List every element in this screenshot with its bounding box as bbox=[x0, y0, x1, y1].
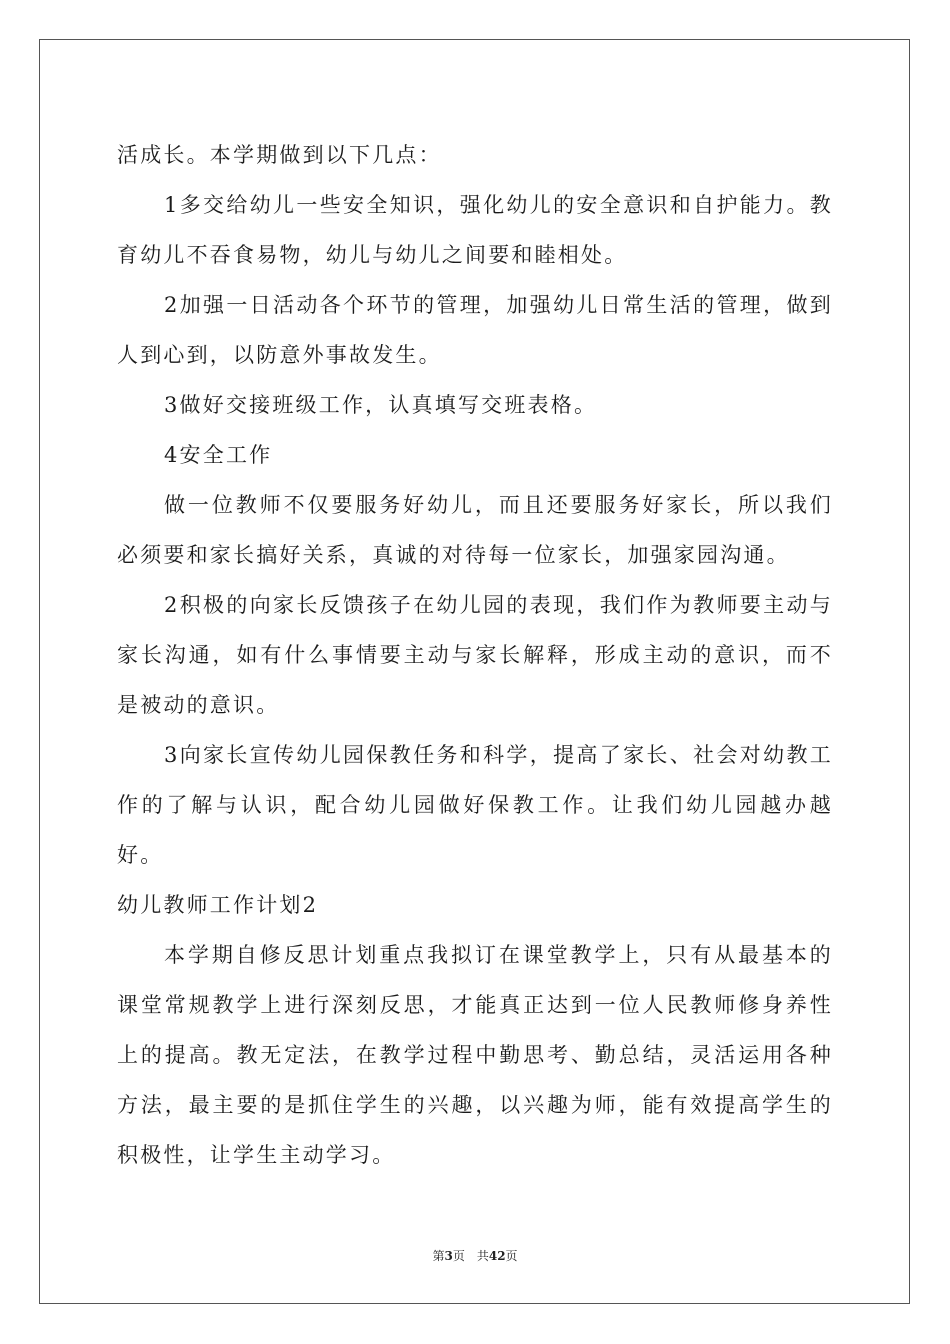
paragraph: 做一位教师不仅要服务好幼儿，而且还要服务好家长，所以我们必须要和家长搞好关系，真诚的对待每一位家长，加强家园沟通。 bbox=[117, 493, 833, 567]
paragraph: 2积极的向家长反馈孩子在幼儿园的表现，我们作为教师要主动与家长沟通，如有什么事情要主动与家长解释，形成主动的意识，而不是被动的意识。 bbox=[117, 593, 833, 717]
total-pages: 42 bbox=[488, 1249, 506, 1263]
paragraph: 3向家长宣传幼儿园保教任务和科学，提高了家长、社会对幼教工作的了解与认识，配合幼儿园做好保教工作。让我们幼儿园越办越好。 bbox=[117, 743, 833, 867]
page-number: 3 bbox=[444, 1249, 453, 1263]
page-suffix: 页 bbox=[452, 1249, 465, 1263]
total-suffix: 页 bbox=[505, 1249, 518, 1263]
document-body bbox=[117, 130, 833, 1180]
paragraph: 本学期自修反思计划重点我拟订在课堂教学上，只有从最基本的课堂常规教学上进行深刻反思，才能真正达到一位人民教师修身养性上的提高。教无定法，在教学过程中勤思考、勤总结，灵活运用各种方法，最主要的是抓住学生的兴趣，以兴趣为师，能有效提高学生的积极性，让学生主动学习。 bbox=[117, 943, 833, 1167]
section-heading: 幼儿教师工作计划2 bbox=[117, 893, 319, 917]
paragraph: 1多交给幼儿一些安全知识，强化幼儿的安全意识和自护能力。教育幼儿不吞食易物，幼儿与幼儿之间要和睦相处。 bbox=[117, 193, 833, 267]
page-prefix: 第 bbox=[432, 1249, 445, 1263]
paragraph: 4安全工作 bbox=[164, 443, 273, 467]
page-footer bbox=[0, 1247, 950, 1264]
paragraph: 活成长。本学期做到以下几点： bbox=[117, 143, 442, 167]
paragraph: 3做好交接班级工作，认真填写交班表格。 bbox=[164, 393, 598, 417]
total-prefix: 共 bbox=[476, 1249, 489, 1263]
paragraph: 2加强一日活动各个环节的管理，加强幼儿日常生活的管理，做到人到心到，以防意外事故发生。 bbox=[117, 293, 833, 367]
